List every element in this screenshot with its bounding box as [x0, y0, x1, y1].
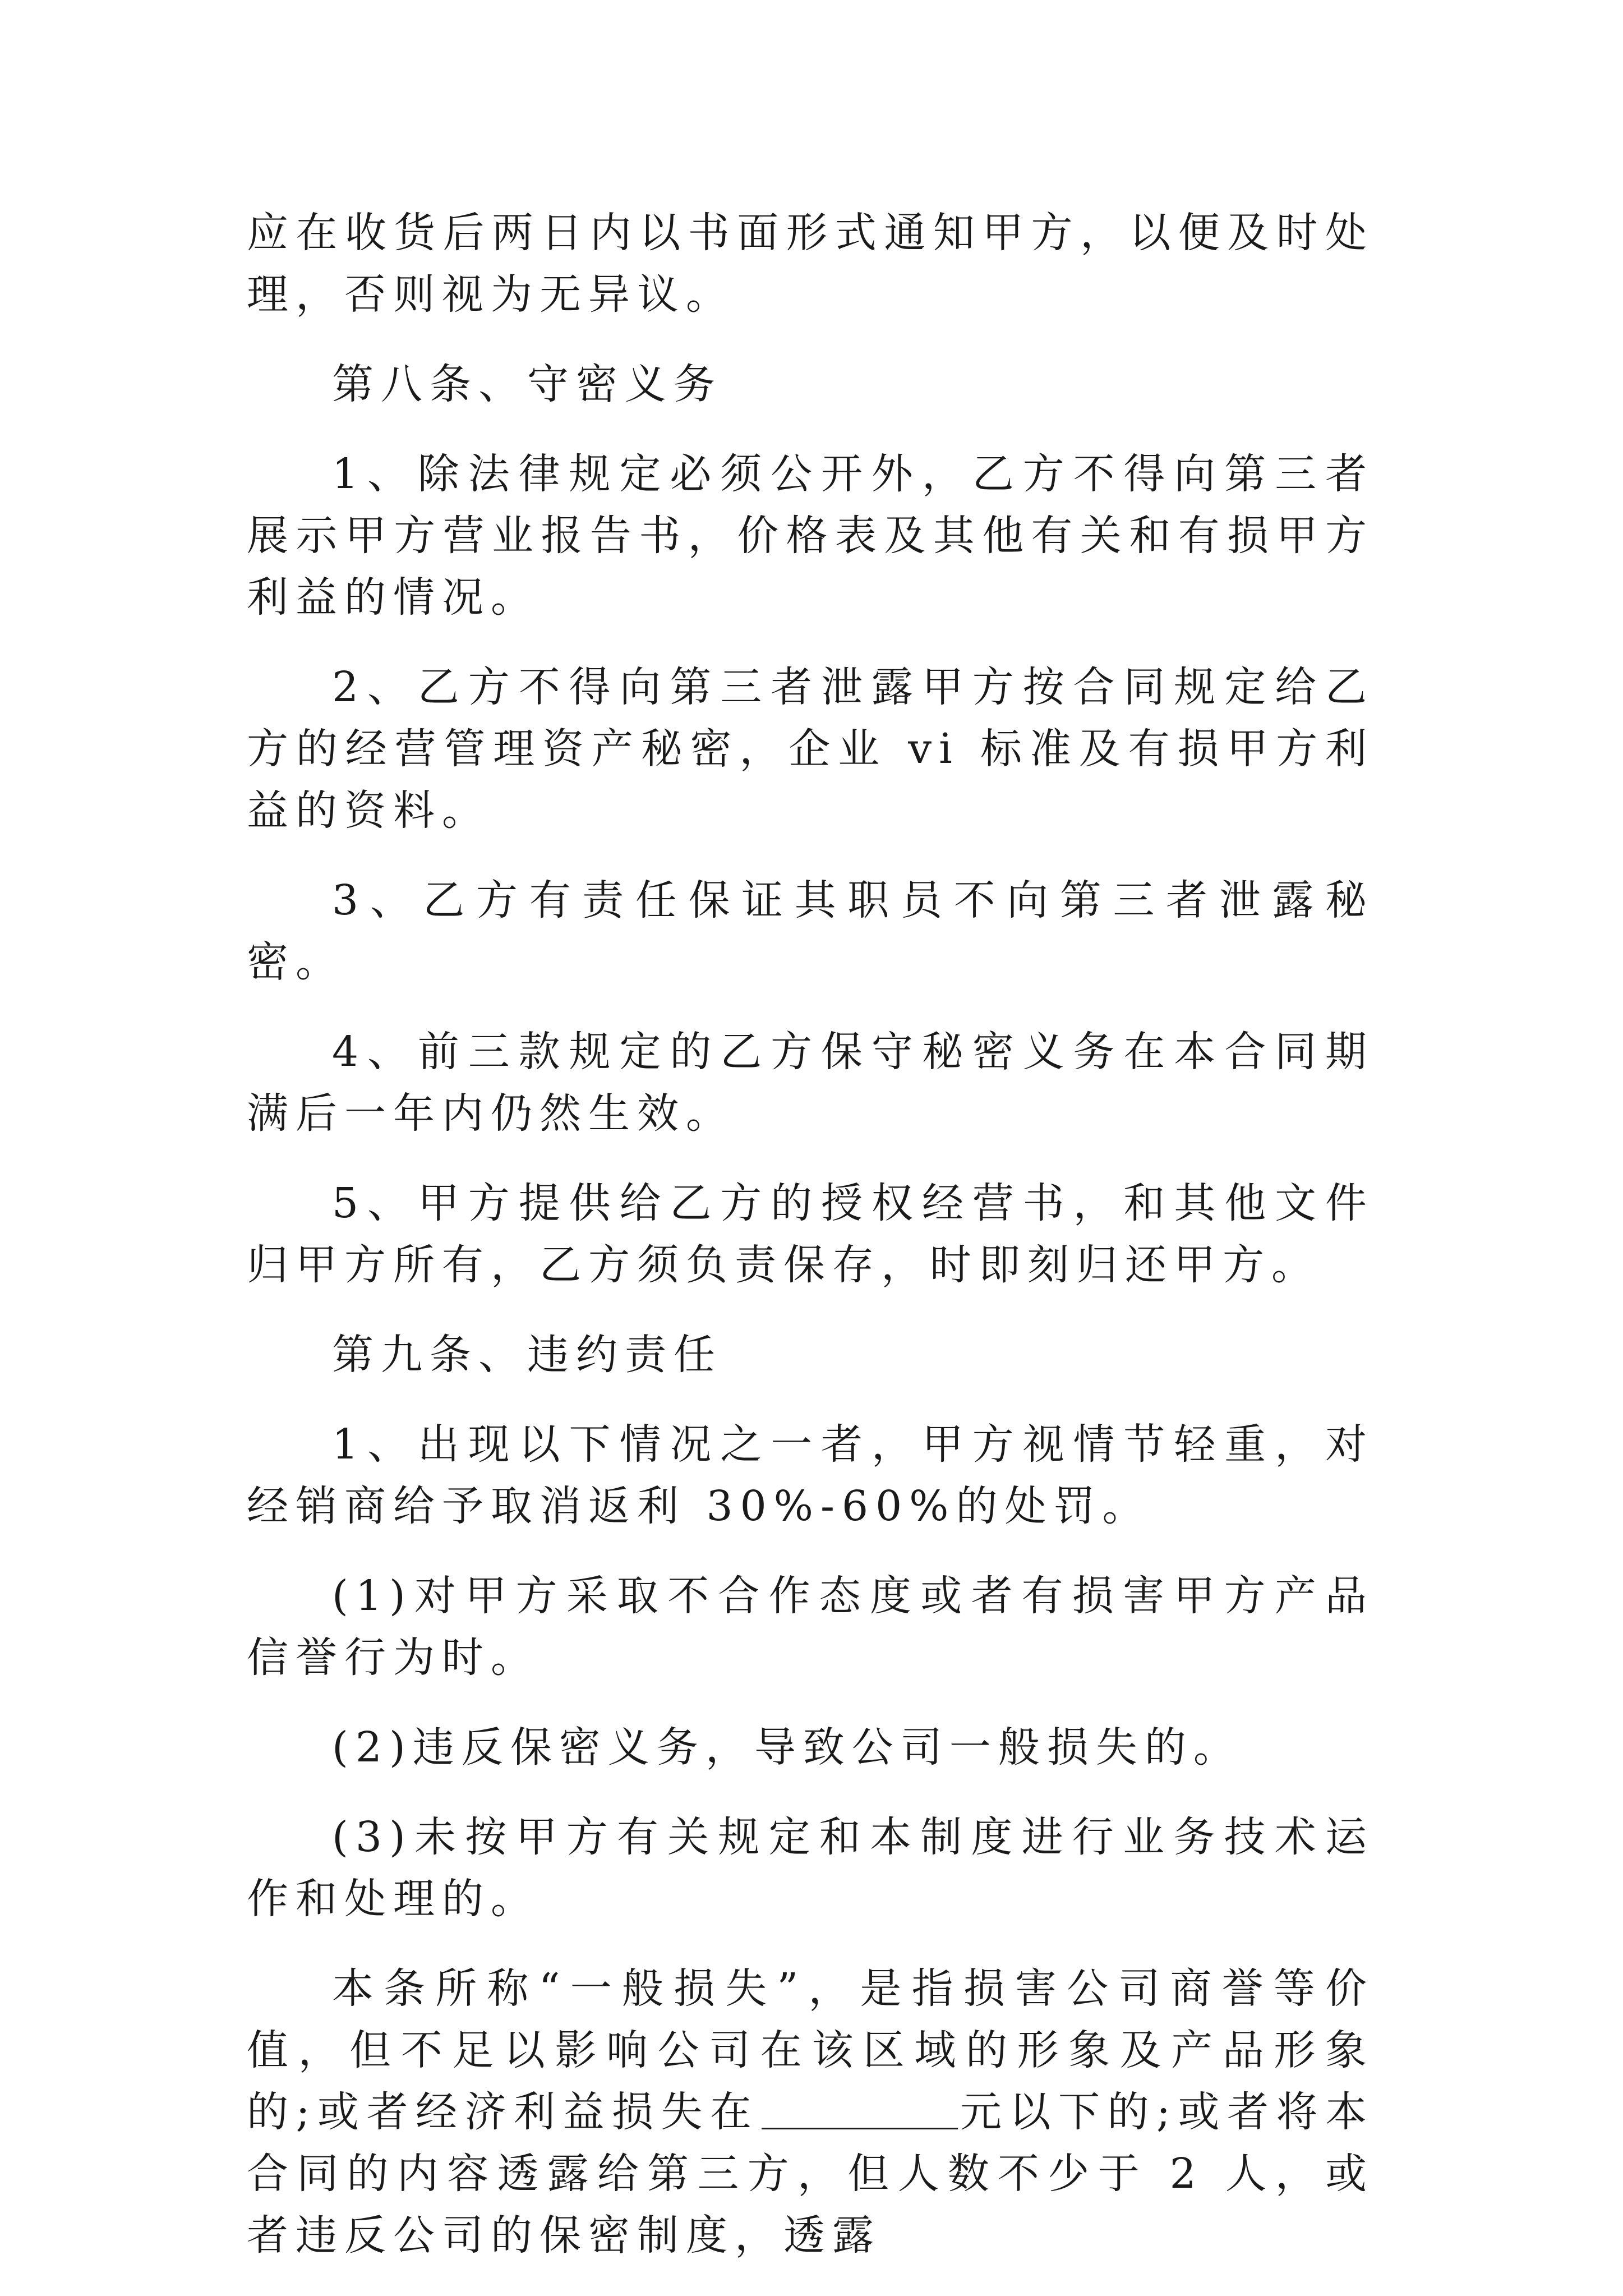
- article-8-clause-2: 2、乙方不得向第三者泄露甲方按合同规定给乙方的经营管理资产秘密，企业 vi 标准及有损甲方利益的资料。: [247, 663, 1374, 835]
- article-9-item-3: (3)未按甲方有关规定和本制度进行业务技术运作和处理的。: [247, 1813, 1374, 1923]
- article-8-clause-5: 5、甲方提供给乙方的授权经营书，和其他文件归甲方所有，乙方须负责保存，时即刻归还甲方。: [247, 1179, 1374, 1289]
- document-body: [247, 202, 1374, 2294]
- article-8-clause-3: 3、乙方有责任保证其职员不向第三者泄露秘密。: [247, 876, 1374, 986]
- article-8-clause-4: 4、前三款规定的乙方保守秘密义务在本合同期满后一年内仍然生效。: [247, 1028, 1374, 1138]
- general-loss-text-before: 本条所称“一般损失”，是指损害公司商誉等价值，但不足以影响公司在该区域的形象及产品形象的;或者经济利益损失在: [247, 1964, 1374, 2136]
- article-9-item-1: (1)对甲方采取不合作态度或者有损害甲方产品信誉行为时。: [247, 1572, 1374, 1682]
- paragraph-continuation: 应在收货后两日内以书面形式通知甲方，以便及时处理，否则视为无异议。: [247, 209, 1374, 319]
- article-8-clause-1: 1、除法律规定必须公开外，乙方不得向第三者展示甲方营业报告书，价格表及其他有关和有损甲方利益的情况。: [247, 450, 1374, 622]
- article-8-heading: 第八条、守密义务: [332, 360, 722, 408]
- general-loss-definition: [247, 1958, 1374, 2266]
- article-9-clause-1: 1、出现以下情况之一者，甲方视情节轻重，对经销商给予取消返利 30%-60%的处罚。: [247, 1420, 1374, 1530]
- article-9-item-2: (2)违反保密义务，导致公司一般损失的。: [332, 1723, 1242, 1772]
- article-9-heading: 第九条、违约责任: [332, 1331, 722, 1379]
- amount-blank-line: [762, 2085, 958, 2129]
- general-loss-text-after: 元以下的;或者将本合同的内容透露给第三方，但人数不少于 2 人，或者违反公司的保密制度，透露: [247, 2088, 1374, 2260]
